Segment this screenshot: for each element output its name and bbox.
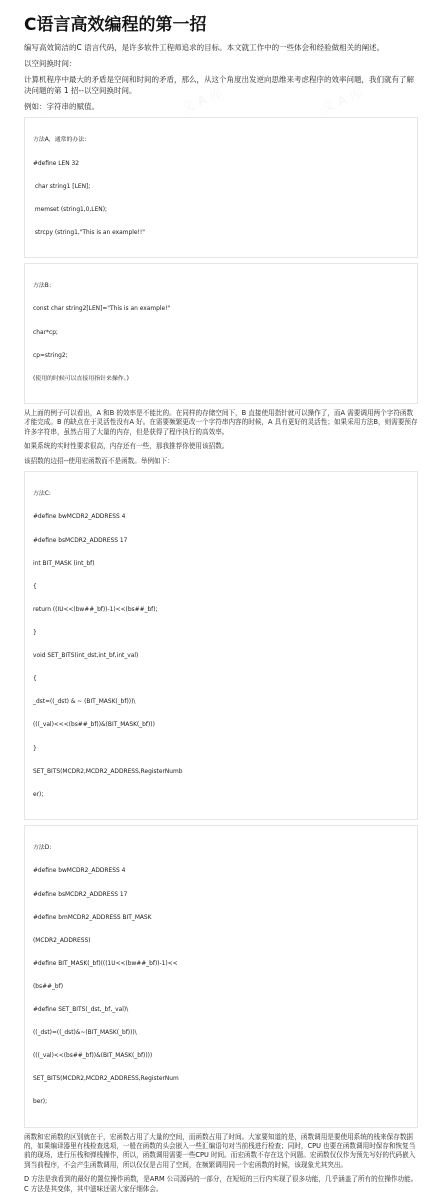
code-line: #define BIT_MASK(_bf)(((1U<<(bw##_bf))-1)<< — [33, 960, 178, 967]
code-line: (bs##_bf) — [33, 983, 64, 990]
code-line: (MCDR2_ADDRESS) — [33, 937, 91, 944]
paragraph-method-d: D 方法是我看到的最好的置位操作函数，是ARM 公司源码的一部分，在短短的三行内实现了很多功能，几乎涵盖了所有的位操作功能。C 方法是其变体，其中滋味还需大家仔细体会。 — [24, 1175, 418, 1193]
code-line: char*cp; — [33, 329, 58, 336]
code-line: void SET_BITS(int_dst,int_bf,int_val) — [33, 653, 139, 660]
code-line: const char string2[LEN]="This is an example!" — [33, 306, 171, 313]
code-block-d — [24, 825, 418, 1128]
code-line: strcpy (string1,"This is an example!!" — [33, 229, 145, 236]
code-line: #define SET_BITS(_dst,_bf,_val)\ — [33, 1007, 129, 1014]
code-line: } — [33, 745, 37, 752]
code-line: cp=string2; — [33, 352, 68, 359]
code-line: { — [33, 676, 37, 683]
code-block-b — [24, 263, 418, 404]
code-line: #define bwMCDR2_ADDRESS 4 — [33, 514, 126, 521]
code-line: (((_val)<<<(bs##_bf))&(BIT_MASK(_bf))) — [33, 722, 155, 729]
code-line: char string1 [LEN]; — [33, 183, 91, 190]
code-line: 方法C: — [33, 491, 51, 498]
paragraph-recommendation: 如果系统的实时性要求很高，内存还有一些，那我推荐你使用该招数。 — [24, 442, 229, 451]
paragraph-macro-vs-function: 函数和宏函数的区别就在于，宏函数占用了大量的空间，而函数占用了时间。大家要知道的是，函数调用是要使用系统的栈来保存数据的，如果编译器里有栈检查选项，一般在函数的头会嵌入一些汇编语句对当前栈进行检查；同时，CPU 也要在函数调用时保存和恢复当前的现场，进行压栈和弹栈操作，所以，函数调用需要一些CPU 时间。而宏函数不存在这个问题。宏函数仅仅作为预先写好的代码嵌入到当前程序，不会产生函数调用，所以仅仅是占用了空间，在频繁调用同一个宏函数的时候，该现象尤其突出。 — [24, 1132, 416, 1169]
intro-paragraph: 编写高效简洁的C 语言代码，是许多软件工程师追求的目标。本文就工作中的一些体会和经验做相关的阐述。 — [24, 43, 385, 52]
code-line: #define bwMCDR2_ADDRESS 4 — [33, 868, 126, 875]
code-line: SET_BITS(MCDR2,MCDR2_ADDRESS,RegisterNum — [33, 1076, 179, 1083]
code-line: (((_val)<<(bs##_bf))&(BIT_MASK(_bf)))) — [33, 1053, 153, 1060]
code-line: #define bsMCDR2_ADDRESS 17 — [33, 537, 128, 544]
page-title: C语言高效编程的第一招 — [24, 15, 207, 35]
code-line: return ((IU<<(bw##_bf))-1)<<(bs##_bf); — [33, 606, 158, 613]
paragraph-comparison: 从上面的例子可以看出，A 和B 的效率是不能比的。在同样的存储空间下，B 直接使用指针就可以操作了，而A 需要调用两个字符函数才能完成。B 的缺点在于灵活性没有A 好。在需要频繁更改一个字符串内容的时候，A 具有更好的灵活性；如果采用方法B，则需要预存许多字符串，虽然占用了大量的内存，但是获得了程序执行的高效率。 — [24, 408, 418, 436]
code-line: 方法B： — [33, 283, 55, 290]
code-line: { — [33, 583, 37, 590]
code-line: 方法D: — [33, 845, 52, 852]
code-line: #define LEN 32 — [33, 160, 80, 167]
code-line: #define bsMCDR2_ADDRESS 17 — [33, 891, 128, 898]
code-line: memset (string1,0,LEN); — [33, 206, 107, 213]
code-line: ((_dst)=((_dst)&~(BIT_MASK(_bf)))\ — [33, 1030, 137, 1037]
code-line: #define bmMCDR2_ADDRESS BIT_MASK — [33, 914, 152, 921]
code-line: _dst=((_dst) & ~ (BIT_MASK(_bf)))\ — [33, 699, 136, 706]
code-line: 方法A，通常的办法： — [33, 137, 91, 144]
paragraph-space-time: 计算机程序中最大的矛盾是空间和时间的矛盾，那么，从这个角度出发逆向思维来考虑程序的效率问题，我们就有了解决问题的第 1 招--以空间换时间。 — [24, 75, 414, 95]
code-line: ber); — [33, 1099, 48, 1106]
code-block-a — [24, 117, 418, 258]
code-line: SET_BITS(MCDR2,MCDR2_ADDRESS,RegisterNumb — [33, 768, 183, 775]
code-line: er); — [33, 791, 44, 798]
paragraph-macro-intro: 该招数的边招--使用宏函数而不是函数。举例如下： — [24, 456, 174, 465]
example-label: 例如：字符串的赋值。 — [24, 102, 99, 111]
code-line: int BIT_MASK (int_bf) — [33, 560, 95, 567]
section-label: 以空间换时间： — [24, 59, 77, 68]
code-line: (使用的时候可以直接用指针来操作。) — [33, 375, 129, 382]
code-line: } — [33, 630, 37, 636]
code-block-c — [24, 471, 418, 820]
